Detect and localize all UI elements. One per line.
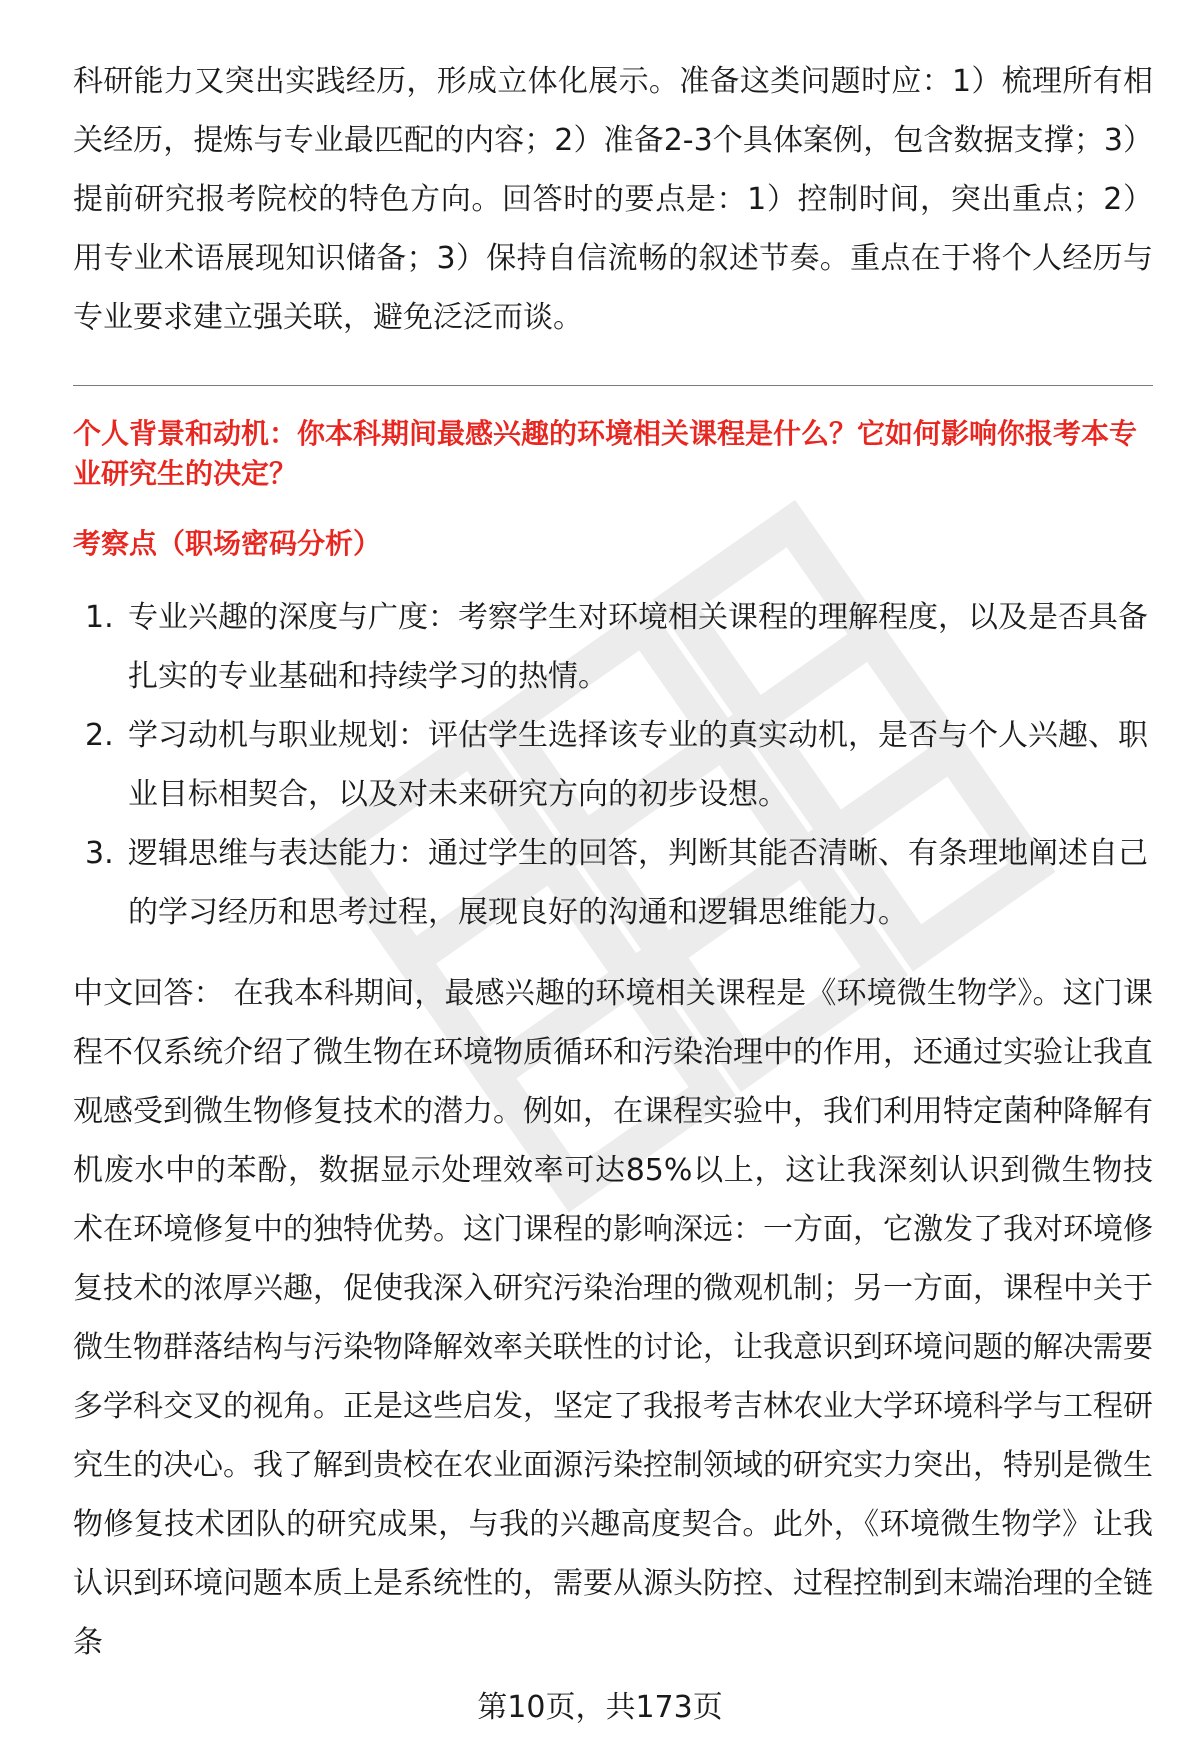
answer-paragraph: 中文回答： 在我本科期间，最感兴趣的环境相关课程是《环境微生物学》。这门课程不仅系统介绍了微生物在环境物质循环和污染治理中的作用，还通过实验让我直观感受到微生物修复技术的潜力。例如，在课程实验中，我们利用特定菌种降解有机废水中的苯酚，数据显示处理效率可达85%以上，这让我深刻认识到微生物技术在环境修复中的独特优势。这门课程的影响深远：一方面，它激发了我对环境修复技术的浓厚兴趣，促使我深入研究污染治理的微观机制；另一方面，课程中关于微生物群落结构与污染物降解效率关联性的讨论，让我意识到环境问题的解决需要多学科交叉的视角。正是这些启发，坚定了我报考吉林农业大学环境科学与工程研究生的决心。我了解到贵校在农业面源污染控制领域的研究实力突出，特别是微生物修复技术团队的研究成果，与我的兴趣高度契合。此外，《环境微生物学》让我认识到环境问题本质上是系统性的，需要从源头防控、过程控制到末端治理的全链条 — [73, 976, 1153, 1660]
page-footer: 第10页，共173页 — [477, 1690, 723, 1725]
list-item-text: 逻辑思维与表达能力：通过学生的回答，判断其能否清晰、有条理地阐述自己的学习经历和思考过程，展现良好的沟通和逻辑思维能力。 — [128, 836, 1148, 930]
list-item-text: 专业兴趣的深度与广度：考察学生对环境相关课程的理解程度，以及是否具备扎实的专业基础和持续学习的热情。 — [128, 600, 1148, 694]
intro-paragraph: 科研能力又突出实践经历，形成立体化展示。准备这类问题时应：1）梳理所有相关经历，提炼与专业最匹配的内容；2）准备2-3个具体案例，包含数据支撑；3）提前研究报考院校的特色方向。回答时的要点是：1）控制时间，突出重点；2）用专业术语展现知识储备；3）保持自信流畅的叙述节奏。重点在于将个人经历与专业要求建立强关联，避免泛泛而谈。 — [73, 64, 1153, 335]
list-item — [73, 588, 1153, 706]
list-item-text: 学习动机与职业规划：评估学生选择该专业的真实动机，是否与个人兴趣、职业目标相契合，以及对未来研究方向的初步设想。 — [128, 718, 1148, 812]
section-divider — [73, 385, 1153, 386]
page-content — [73, 52, 1153, 1672]
question-title: 个人背景和动机：你本科期间最感兴趣的环境相关课程是什么？它如何影响你报考本专业研究生的决定？ — [73, 417, 1138, 490]
section-label: 考察点（职场密码分析） — [73, 527, 382, 560]
list-number: 1. — [85, 600, 114, 635]
list-item — [73, 706, 1153, 824]
list-item — [73, 824, 1153, 942]
list-number: 3. — [85, 836, 114, 871]
assessment-points-list — [73, 588, 1153, 942]
list-number: 2. — [85, 718, 114, 753]
